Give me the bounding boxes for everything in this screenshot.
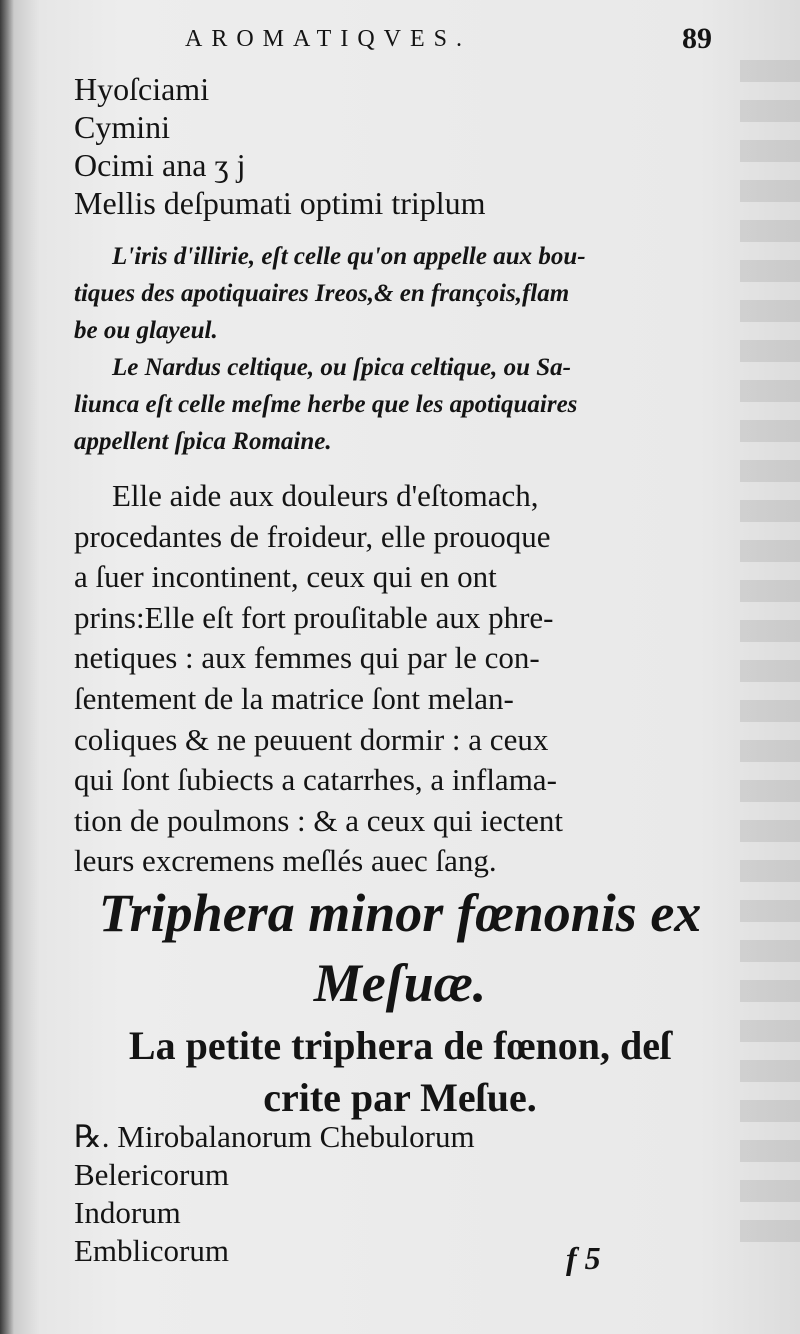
latin-heading-line: Triphera minor fœnonis ex xyxy=(98,883,702,943)
note-line: appellent ſpica Romaine. xyxy=(74,428,332,455)
binding-shadow xyxy=(0,0,14,1334)
body-line: a ſuer incontinent, ceux qui en ont xyxy=(74,559,497,595)
ingredient-line: Belericorum xyxy=(74,1157,229,1192)
ingredient-line: Emblicorum xyxy=(74,1233,229,1268)
signature-mark: f 5 xyxy=(566,1240,601,1276)
french-heading-line: crite par Meſue. xyxy=(263,1075,537,1120)
body-line: Elle aide aux douleurs d'eſtomach, xyxy=(112,478,539,513)
french-heading xyxy=(0,1020,800,1124)
latin-heading-line: Meſuæ. xyxy=(313,953,487,1013)
ingredient-line: Mellis deſpumati optimi triplum xyxy=(74,185,486,221)
note-line: be ou glayeul. xyxy=(74,317,218,344)
note-line: L'iris d'illirie, eſt celle qu'on appelle aux bou- xyxy=(112,243,586,270)
running-title: AROMATIQVES. xyxy=(185,26,472,52)
ingredient-line: Ocimi ana ʒ j xyxy=(74,147,246,183)
page-number: 89 xyxy=(682,22,712,55)
body-line: netiques : aux femmes qui par le con- xyxy=(74,640,540,676)
french-heading-line: La petite triphera de fœnon, deſ xyxy=(128,1023,672,1068)
body-line: procedantes de froideur, elle prouoque xyxy=(74,518,551,554)
second-ingredient-list xyxy=(74,1118,475,1270)
ingredient-list xyxy=(74,70,486,222)
italic-note xyxy=(74,238,734,460)
latin-heading xyxy=(0,878,800,1018)
ingredient-line: Cymini xyxy=(74,109,171,145)
body-line: coliques & ne peuuent dormir : a ceux xyxy=(74,721,549,757)
ingredient-line: ℞. Mirobalanorum Chebulorum xyxy=(74,1119,475,1154)
ingredient-line: Indorum xyxy=(74,1195,181,1230)
body-paragraph xyxy=(74,476,734,882)
body-line: prins:Elle eſt fort prouſitable aux phre- xyxy=(74,599,554,635)
body-line: leurs excremens meſlés auec ſang. xyxy=(74,843,497,879)
note-line: liunca eſt celle meſme herbe que les apotiquaires xyxy=(74,391,578,418)
body-line: qui ſont ſubiects a catarrhes, a inflama- xyxy=(74,762,557,798)
ingredient-line: Hyoſciami xyxy=(74,71,210,107)
note-line: tiques des apotiquaires Ireos,& en françois,flam xyxy=(74,280,570,307)
body-line: ſentement de la matrice ſont melan- xyxy=(74,680,514,716)
page-header xyxy=(0,22,800,62)
note-line: Le Nardus celtique, ou ſpica celtique, ou Sa- xyxy=(112,354,571,381)
body-line: tion de poulmons : & a ceux qui iectent xyxy=(74,802,564,838)
